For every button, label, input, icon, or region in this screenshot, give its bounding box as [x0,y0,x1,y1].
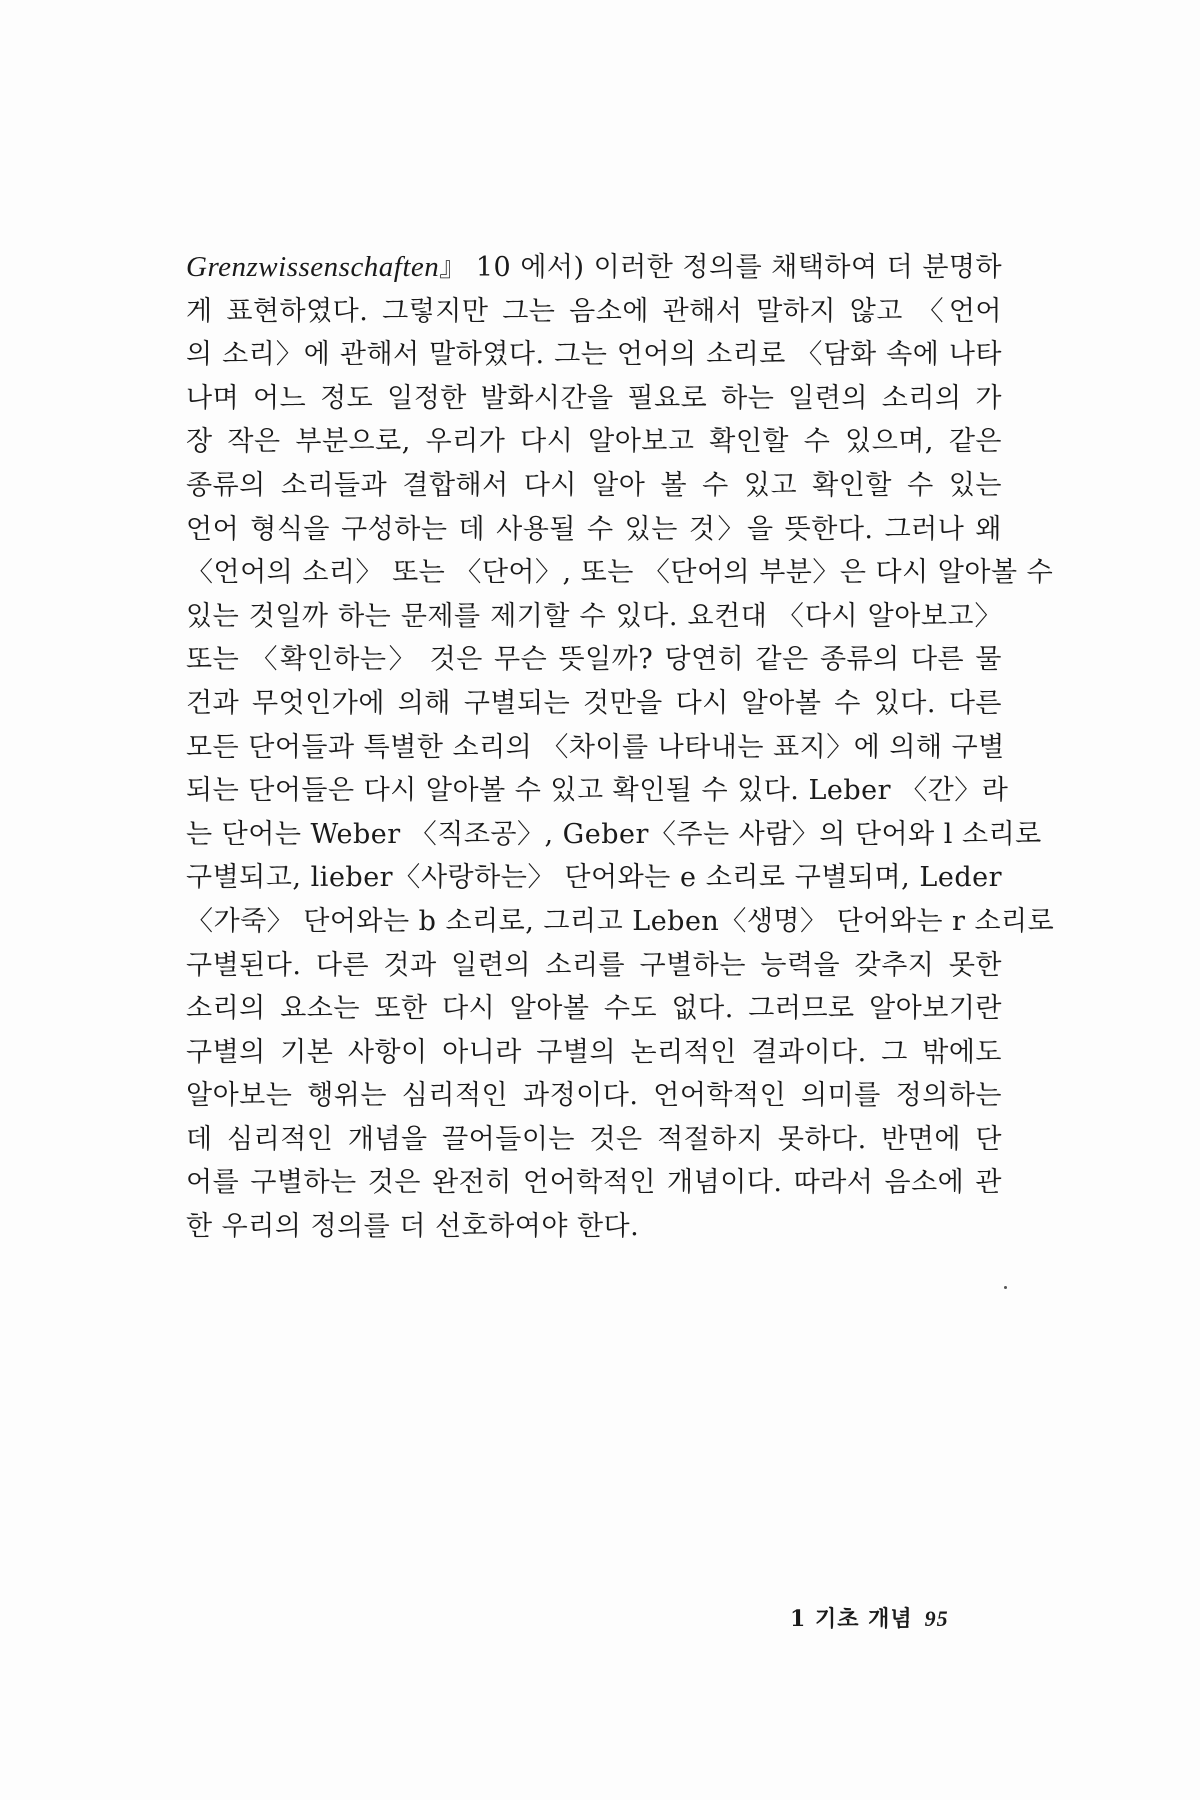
body-paragraph [186,246,1055,1249]
text-line: 소리의 요소는 또한 다시 알아볼 수도 없다. 그러므로 알아보기란 [186,993,1002,1025]
text-line: Grenzwissenschaften』 10 에서) 이러한 정의를 채택하여 더 분명하 [186,251,1003,283]
book-title-fragment: Grenzwissenschaften [186,251,440,283]
text-line: 구별되고, lieber〈사랑하는〉 단어와는 e 소리로 구별되며, Leder [186,862,1002,894]
text-line: 〈언어의 소리〉 또는 〈단어〉, 또는 〈단어의 부분〉은 다시 알아볼 수 [186,557,1054,589]
text-line: 게 표현하였다. 그렇지만 그는 음소에 관해서 말하지 않고 〈언어 [186,295,1002,327]
text-line: 는 단어는 Weber 〈직조공〉, Geber〈주는 사람〉의 단어와 l 소리로 [186,818,1042,850]
text-line: 나며 어느 정도 일정한 발화시간을 필요로 하는 일련의 소리의 가 [186,382,1002,414]
text-line: 장 작은 부분으로, 우리가 다시 알아보고 확인할 수 있으며, 같은 [186,426,1002,458]
text-line: 종류의 소리들과 결합해서 다시 알아 볼 수 있고 확인할 수 있는 [186,469,1002,501]
text-line: 어를 구별하는 것은 완전히 언어학적인 개념이다. 따라서 음소에 관 [186,1167,1002,1199]
text-line: 알아보는 행위는 심리적인 과정이다. 언어학적인 의미를 정의하는 [186,1080,1002,1112]
text-line: 또는 〈확인하는〉 것은 무슨 뜻일까? 당연히 같은 종류의 다른 물 [186,644,1002,676]
text-line: 한 우리의 정의를 더 선호하여야 한다. [186,1211,640,1243]
text-line: 구별의 기본 사항이 아니라 구별의 논리적인 결과이다. 그 밖에도 [186,1036,1002,1068]
text-line: 데 심리적인 개념을 끌어들이는 것은 적절하지 못하다. 반면에 단 [186,1123,1002,1155]
running-footer [790,1602,1010,1633]
chapter-title: 1 기초 개념 [790,1606,913,1632]
text-line: 의 소리〉에 관해서 말하였다. 그는 언어의 소리로 〈담화 속에 나타 [186,339,1002,371]
print-speck [1004,1286,1007,1289]
text-line: 건과 무엇인가에 의해 구별되는 것만을 다시 알아볼 수 있다. 다른 [186,687,1002,719]
page-number: 95 [924,1606,949,1631]
text-line: 〈가죽〉 단어와는 b 소리로, 그리고 Leben〈생명〉 단어와는 r 소리로 [186,905,1055,937]
text-line: 구별된다. 다른 것과 일련의 소리를 구별하는 능력을 갖추지 못한 [186,949,1002,981]
text-line: 되는 단어들은 다시 알아볼 수 있고 확인될 수 있다. Leber 〈간〉라 [186,775,1009,807]
text-line: 언어 형식을 구성하는 데 사용될 수 있는 것〉을 뜻한다. 그러나 왜 [186,513,1002,545]
text-line: 있는 것일까 하는 문제를 제기할 수 있다. 요컨대 〈다시 알아보고〉 [186,600,1002,632]
text-line: 모든 단어들과 특별한 소리의 〈차이를 나타내는 표지〉에 의해 구별 [186,731,1005,763]
